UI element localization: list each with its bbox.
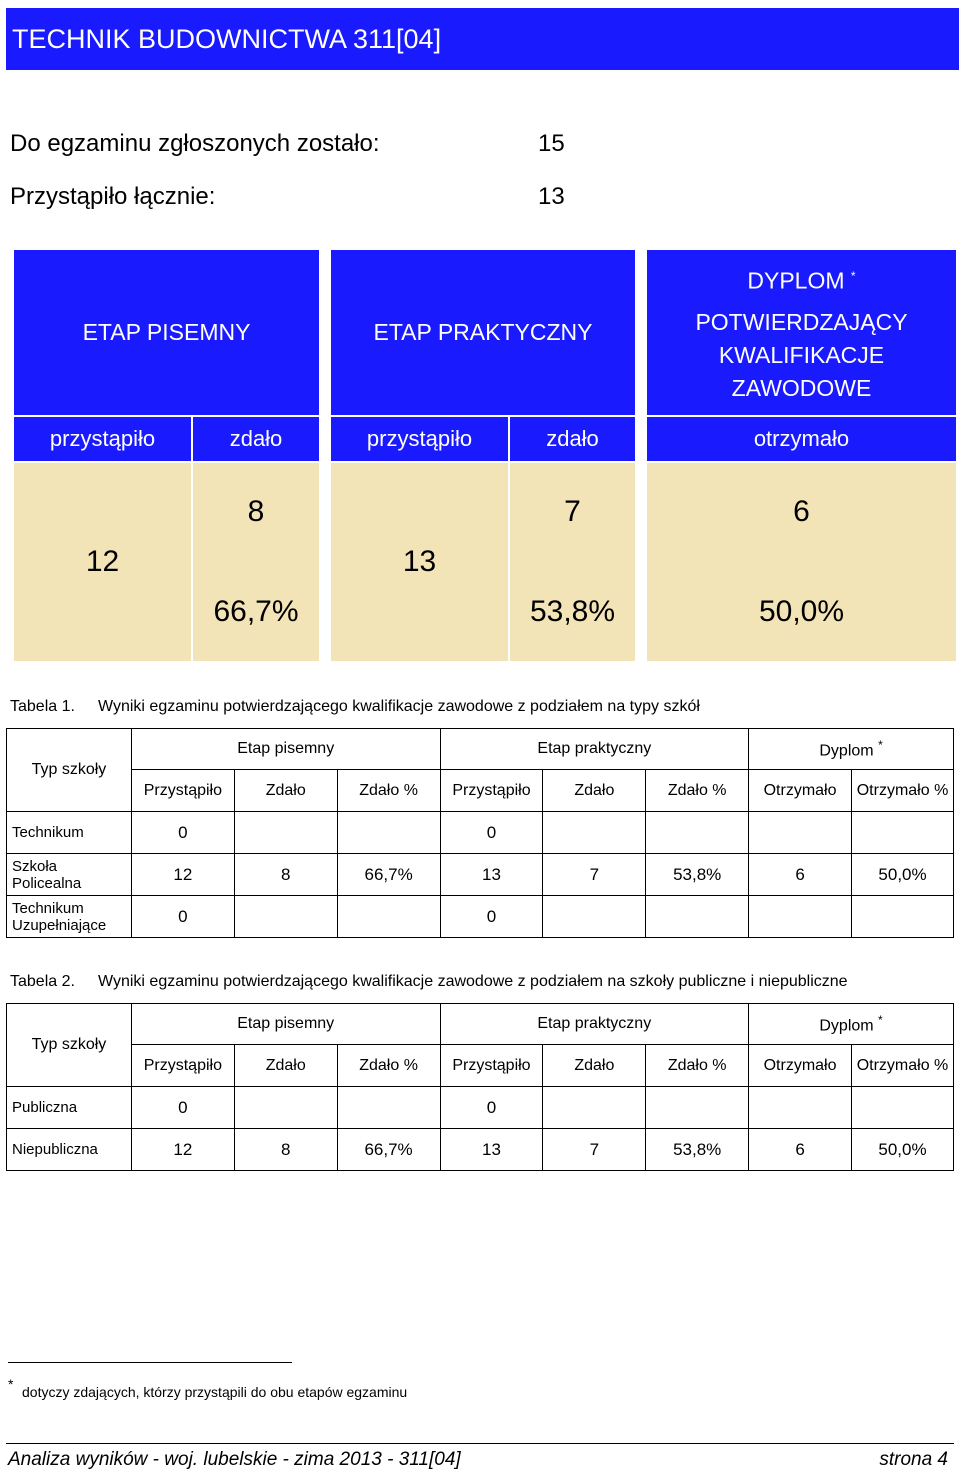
diploma-title-line-3: KWALIFIKACJE: [718, 341, 885, 368]
practical-passed-percent: 53,8%: [529, 595, 616, 628]
table-cell: 7: [543, 854, 646, 896]
diploma-title-line-1: DYPLOM *: [747, 267, 856, 294]
table-cell: [543, 812, 646, 854]
practical-passed-cell: [510, 463, 635, 661]
registered-label: Do egzaminu zgłoszonych zostało:: [10, 130, 380, 157]
table1-col-header: Przystąpiło: [440, 770, 543, 812]
table-by-school-status: [6, 1003, 954, 1171]
table-cell: [234, 812, 337, 854]
table1-practical-header: Etap praktyczny: [440, 729, 749, 770]
registered-value: 15: [538, 130, 565, 157]
footnote-star: *: [8, 1376, 14, 1392]
page-title: TECHNIK BUDOWNICTWA 311[04]: [6, 8, 959, 70]
table-cell: [646, 896, 749, 938]
practical-passed-value: 7: [564, 495, 581, 528]
table-row: [7, 1087, 954, 1129]
table-cell: 0: [440, 1087, 543, 1129]
footer-separator: [6, 1443, 954, 1444]
table-row: [7, 896, 954, 938]
table1-caption-label: Tabela 1.: [10, 698, 75, 715]
table-row: [7, 1129, 954, 1171]
table-cell: [543, 1087, 646, 1129]
table-cell: [749, 896, 852, 938]
table-cell: 7: [543, 1129, 646, 1171]
row-type-label: Technikum Uzupełniające: [7, 896, 132, 938]
footnote-separator: [8, 1362, 292, 1363]
table-cell: [543, 896, 646, 938]
table-cell: [749, 812, 852, 854]
table1-col-header: Otrzymało: [749, 770, 852, 812]
diploma-received-percent: 50,0%: [758, 595, 845, 628]
table-cell: 12: [131, 854, 234, 896]
written-passed-cell: [193, 463, 319, 661]
table-cell: 50,0%: [852, 1129, 954, 1171]
practical-stage-header: ETAP PRAKTYCZNY: [331, 250, 635, 415]
table-cell: 0: [440, 812, 543, 854]
table2-col-header: Zdało %: [337, 1045, 440, 1087]
table2-col-header: Przystąpiło: [131, 1045, 234, 1087]
table-cell: 0: [440, 896, 543, 938]
table-cell: 8: [234, 854, 337, 896]
attended-value: 13: [538, 183, 565, 210]
table-row: [7, 812, 954, 854]
row-type-label: Publiczna: [7, 1087, 132, 1129]
table-cell: 13: [440, 854, 543, 896]
table1-type-header: Typ szkoły: [7, 729, 132, 812]
table-cell: [852, 1087, 954, 1129]
table1-written-header: Etap pisemny: [131, 729, 440, 770]
table1-col-header: Przystąpiło: [131, 770, 234, 812]
table-cell: [852, 896, 954, 938]
table-cell: 6: [749, 854, 852, 896]
footer-page-number: strona 4: [879, 1449, 948, 1470]
table-cell: 50,0%: [852, 854, 954, 896]
practical-passed-header: zdało: [510, 417, 635, 461]
written-attended-header: przystąpiło: [14, 417, 191, 461]
table-by-school-type: [6, 728, 954, 938]
table-cell: 0: [131, 896, 234, 938]
table-cell: [234, 896, 337, 938]
table1-col-header: Zdało: [543, 770, 646, 812]
table2-col-header: Otrzymało %: [852, 1045, 954, 1087]
table2-caption-label: Tabela 2.: [10, 973, 75, 990]
practical-attended-header: przystąpiło: [331, 417, 508, 461]
table-cell: 0: [131, 812, 234, 854]
table2-written-header: Etap pisemny: [131, 1004, 440, 1045]
diploma-header: [647, 250, 956, 415]
table-cell: [852, 812, 954, 854]
table1-col-header: Zdało %: [337, 770, 440, 812]
table2-caption-text: Wyniki egzaminu potwierdzającego kwalifikacje zawodowe z podziałem na szkoły publiczne i niepubliczne: [98, 973, 848, 990]
table-row: [7, 854, 954, 896]
table-cell: [337, 896, 440, 938]
table-cell: 12: [131, 1129, 234, 1171]
row-type-label: Szkoła Policealna: [7, 854, 132, 896]
table2-practical-header: Etap praktyczny: [440, 1004, 749, 1045]
footnote-text: dotyczy zdających, którzy przystąpili do obu etapów egzaminu: [22, 1384, 408, 1400]
table2-diploma-header: Dyplom *: [749, 1004, 954, 1045]
table1-col-header: Zdało %: [646, 770, 749, 812]
table-cell: 66,7%: [337, 854, 440, 896]
diploma-received-cell: [647, 463, 956, 661]
table1-caption-text: Wyniki egzaminu potwierdzającego kwalifikacje zawodowe z podziałem na typy szkół: [98, 698, 700, 715]
table-cell: 13: [440, 1129, 543, 1171]
row-type-label: Niepubliczna: [7, 1129, 132, 1171]
table-cell: [337, 1087, 440, 1129]
table1-col-header: Zdało: [234, 770, 337, 812]
table-cell: 53,8%: [646, 854, 749, 896]
table-cell: 0: [131, 1087, 234, 1129]
table2-col-header: Zdało %: [646, 1045, 749, 1087]
table-cell: [646, 1087, 749, 1129]
table-cell: [749, 1087, 852, 1129]
written-passed-header: zdało: [193, 417, 319, 461]
attended-label: Przystąpiło łącznie:: [10, 183, 216, 210]
table2-type-header: Typ szkoły: [7, 1004, 132, 1087]
table2-col-header: Zdało: [234, 1045, 337, 1087]
diploma-received-header: otrzymało: [647, 417, 956, 461]
footer-left: Analiza wyników - woj. lubelskie - zima 2013 - 311[04]: [8, 1449, 461, 1470]
diploma-title-line-2: POTWIERDZAJĄCY: [695, 308, 908, 335]
table-cell: [234, 1087, 337, 1129]
written-stage-header: ETAP PISEMNY: [14, 250, 319, 415]
table-cell: 8: [234, 1129, 337, 1171]
row-type-label: Technikum: [7, 812, 132, 854]
written-passed-value: 8: [247, 495, 265, 528]
diploma-received-value: 6: [793, 495, 810, 528]
table1-col-header: Otrzymało %: [852, 770, 954, 812]
table-cell: 66,7%: [337, 1129, 440, 1171]
table2-col-header: Otrzymało: [749, 1045, 852, 1087]
practical-attended-value: 13: [331, 463, 508, 661]
table-cell: 6: [749, 1129, 852, 1171]
diploma-title-line-4: ZAWODOWE: [731, 374, 872, 401]
table-cell: [337, 812, 440, 854]
table-cell: [646, 812, 749, 854]
written-attended-value: 12: [14, 463, 191, 661]
table2-col-header: Przystąpiło: [440, 1045, 543, 1087]
table1-diploma-header: Dyplom *: [749, 729, 954, 770]
table-cell: 53,8%: [646, 1129, 749, 1171]
table2-col-header: Zdało: [543, 1045, 646, 1087]
written-passed-percent: 66,7%: [213, 595, 299, 628]
